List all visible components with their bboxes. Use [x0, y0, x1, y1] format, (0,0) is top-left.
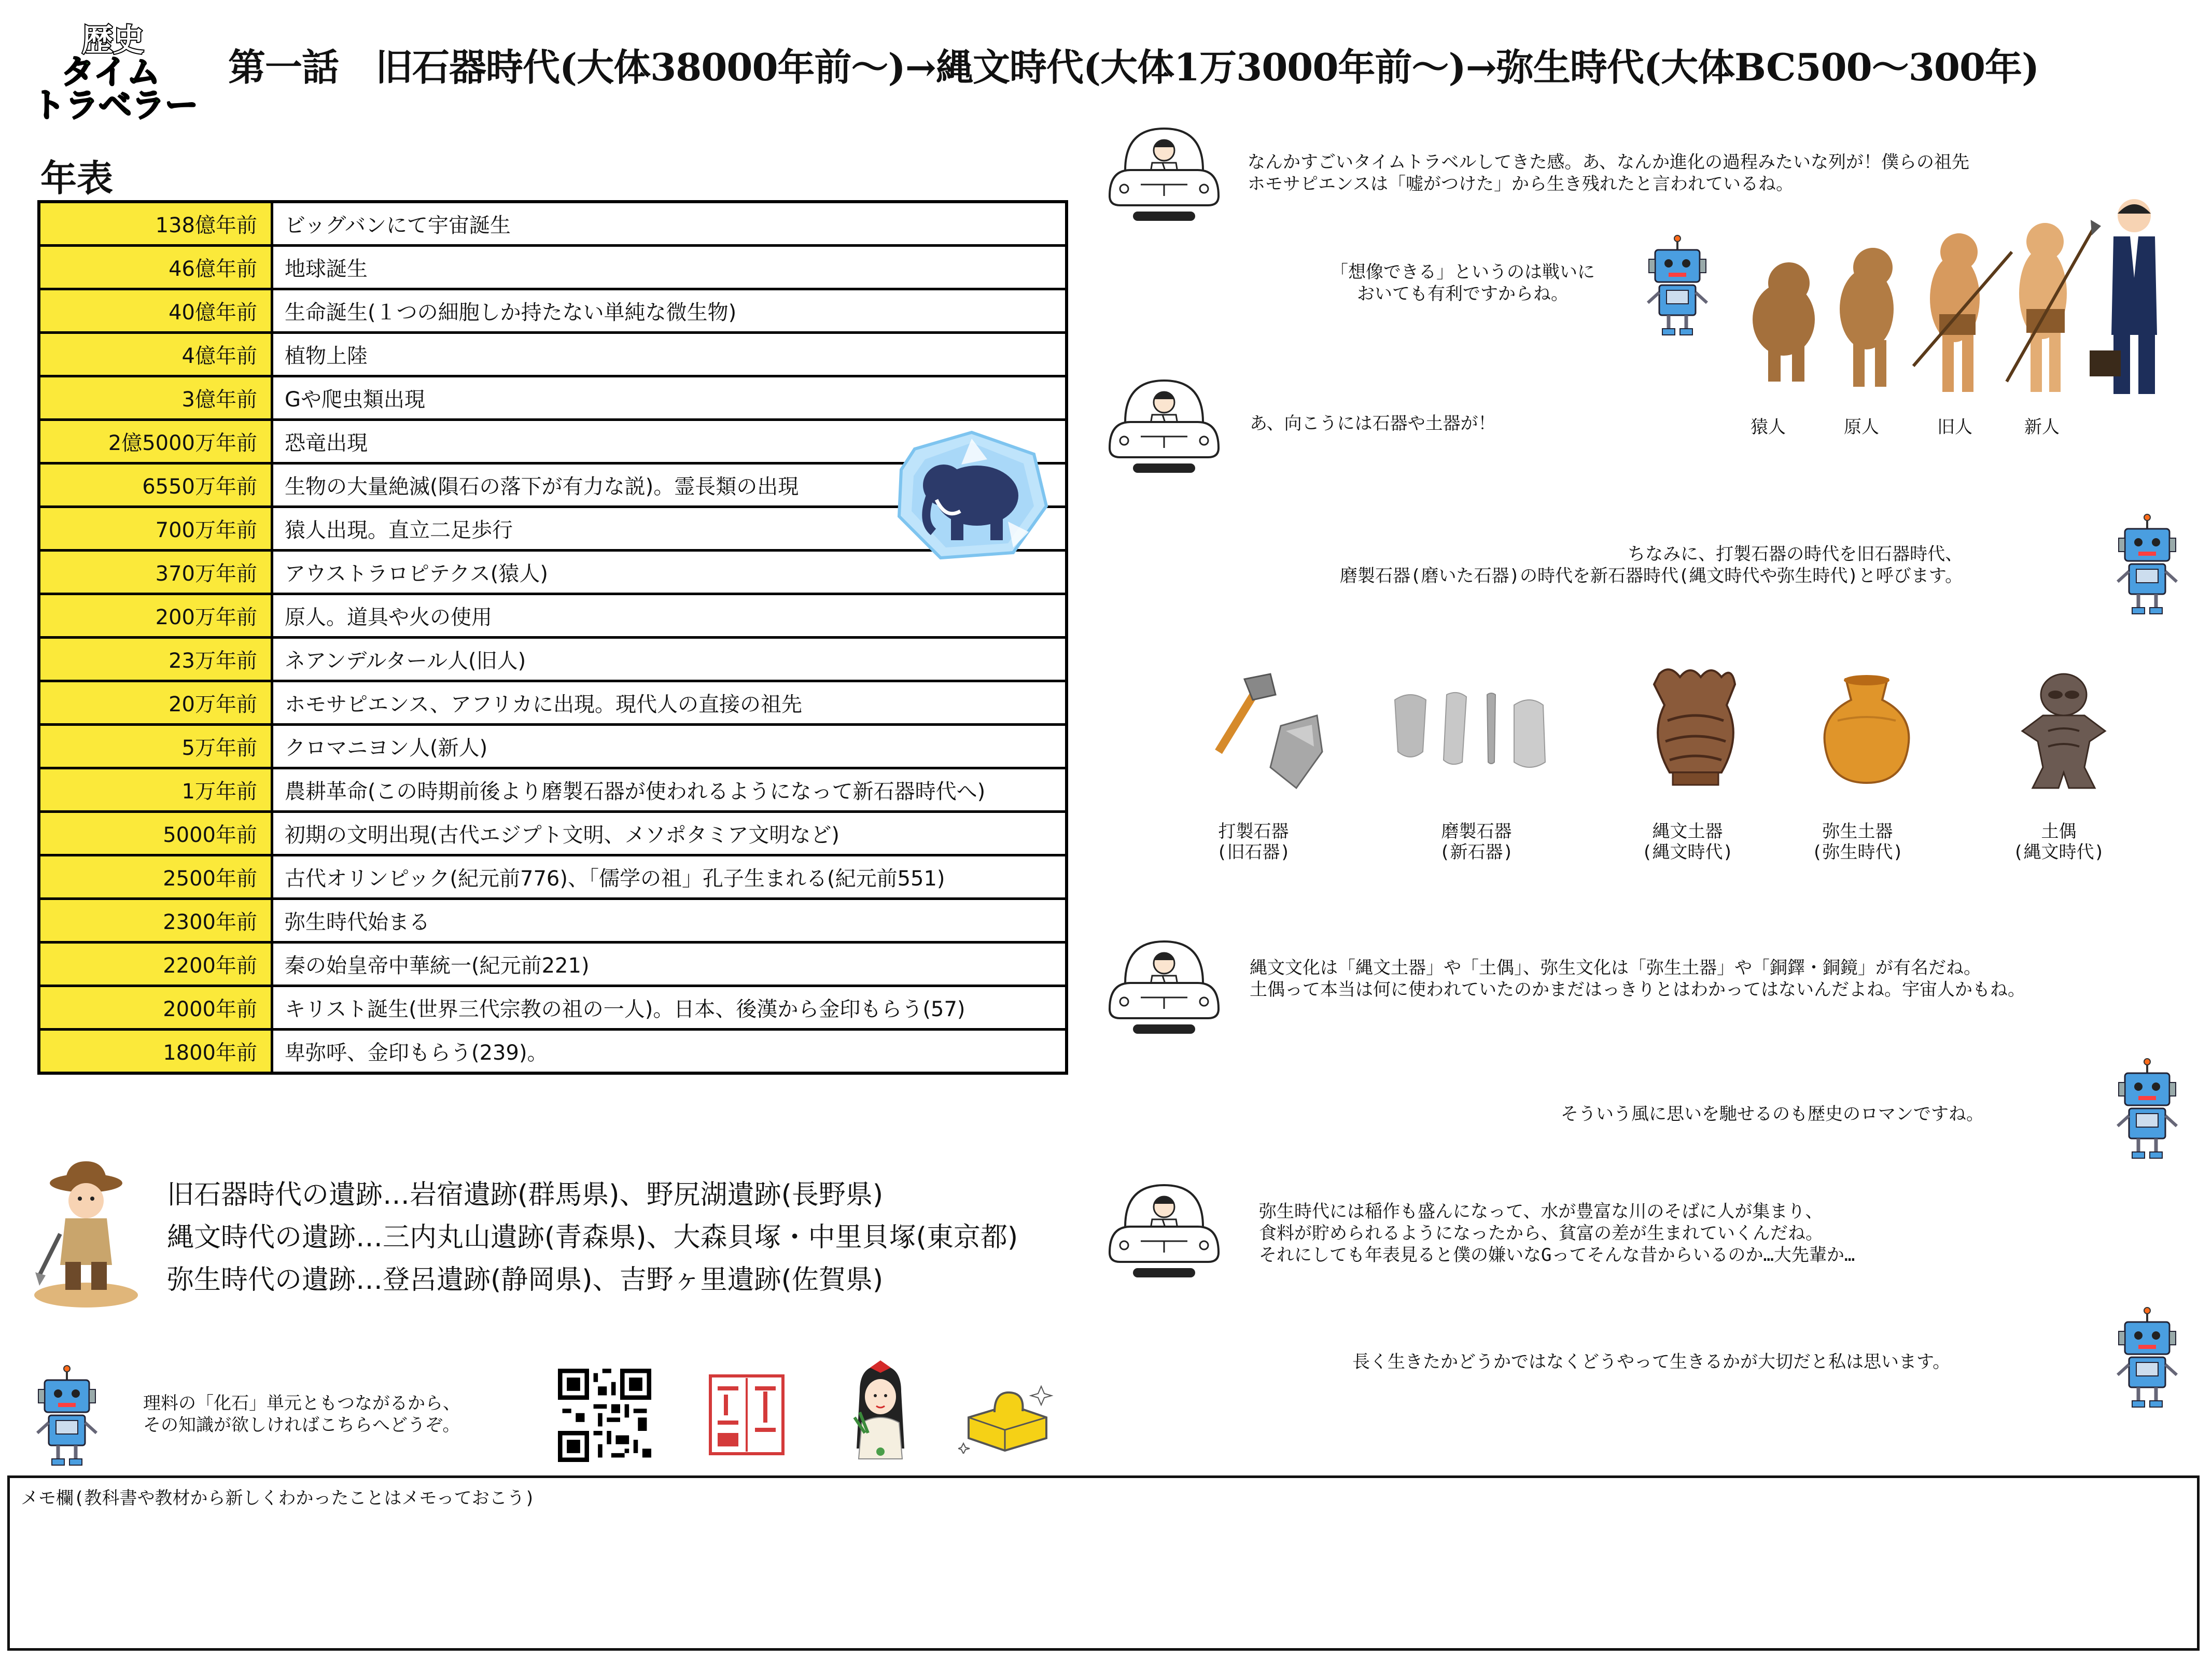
timeline-era: 6550万年前 — [39, 463, 272, 507]
timeline-event: 農耕革命(この時期前後より磨製石器が使われるようになって新石器時代へ) — [272, 768, 1067, 812]
timeline-row — [39, 594, 1067, 638]
archaeologist-icon — [29, 1156, 148, 1312]
timeline-era: 2300年前 — [39, 899, 272, 943]
timeline-event: 古代オリンピック(紀元前776)、「儒学の祖」孔子生まれる(紀元前551) — [272, 855, 1067, 899]
dialog-boy-1: なんかすごいタイムトラベルしてきた感。あ、なんか進化の過程みたいな列が！僕らの祖先 ホモサピエンスは「嘘がつけた」から生き残れたと言われているね。 — [1248, 152, 1969, 194]
timeline-event: 生命誕生(１つの細胞しか持たない単純な微生物) — [272, 289, 1067, 333]
logo — [32, 16, 208, 125]
boy-in-car-icon — [1104, 370, 1224, 474]
timeline-row — [39, 681, 1067, 725]
timeline-era: 46億年前 — [39, 246, 272, 289]
robot-icon — [2113, 1058, 2181, 1161]
human-evolution-illustration — [1742, 195, 2167, 413]
jomon-sites: 縄文時代の遺跡…三内丸山遺跡(青森県)、大森貝塚・中里貝塚(東京都) — [167, 1222, 1018, 1253]
timeline-event: 原人。道具や火の使用 — [272, 594, 1067, 638]
evolution-label-homo-erectus: 原人 — [1844, 417, 1879, 438]
frozen-mammoth-icon — [894, 428, 1049, 563]
boy-in-car-icon — [1104, 931, 1224, 1035]
yayoi-pottery-icon — [1815, 669, 1919, 793]
seal-stamp-icon — [705, 1371, 788, 1459]
timeline-row — [39, 638, 1067, 681]
chipped-stone-tool-icon — [1203, 664, 1327, 793]
timeline-era: 40億年前 — [39, 289, 272, 333]
timeline-row — [39, 376, 1067, 420]
timeline-row — [39, 855, 1067, 899]
timeline-row — [39, 986, 1067, 1030]
dialog-robot-3: そういう風に思いを馳せるのも歴史のロマンですね。 — [1561, 1104, 1984, 1124]
logo-line-1: 歴史 — [82, 22, 144, 59]
logo-line-2: タイム — [61, 53, 160, 92]
page-title: 第一話 旧石器時代(大体38000年前～)→縄文時代(大体1万3000年前～)→弥生時代(大体BC500～300年) — [228, 45, 2039, 89]
timeline-event: 秦の始皇帝中華統一(紀元前221) — [272, 943, 1067, 986]
timeline-row — [39, 202, 1067, 246]
polished-stone-tool-icon — [1390, 684, 1556, 778]
timeline-era: 2億5000万年前 — [39, 420, 272, 463]
timeline-era: 1万年前 — [39, 768, 272, 812]
timeline-event: 植物上陸 — [272, 333, 1067, 376]
timeline-event: アウストラロピテクス(猿人) — [272, 551, 1067, 594]
evolution-label-ape-man: 猿人 — [1751, 417, 1786, 438]
jomon-pottery-icon — [1639, 664, 1753, 793]
himiko-icon — [844, 1360, 917, 1464]
logo-line-3: トラベラー — [32, 87, 198, 125]
gold-seal-icon — [958, 1376, 1057, 1454]
timeline-event: ネアンデルタール人(旧人) — [272, 638, 1067, 681]
timeline-row — [39, 289, 1067, 333]
timeline-event: 生物の大量絶滅(隕石の落下が有力な説)。霊長類の出現 — [272, 463, 1067, 507]
timeline-title: 年表 — [40, 157, 113, 200]
artifact-caption-dogu: 土偶 (縄文時代) — [2013, 821, 2105, 863]
timeline-era: 4億年前 — [39, 333, 272, 376]
robot-icon — [1644, 234, 1711, 338]
timeline-event: 地球誕生 — [272, 246, 1067, 289]
dialog-robot-2: ちなみに、打製石器の時代を旧石器時代、 磨製石器(磨いた石器)の時代を新石器時代(縄文時代や弥生時代)と呼びます。 — [1340, 544, 1963, 586]
timeline-era: 700万年前 — [39, 507, 272, 551]
dialog-boy-2: あ、向こうには石器や土器が！ — [1250, 413, 1496, 434]
timeline-event: 初期の文明出現(古代エジプト文明、メソポタミア文明など) — [272, 812, 1067, 855]
qr-code[interactable] — [558, 1369, 651, 1462]
artifact-caption-jomon-pottery: 縄文土器 (縄文時代) — [1642, 821, 1733, 863]
timeline-event: ホモサピエンス、アフリカに出現。現代人の直接の祖先 — [272, 681, 1067, 725]
timeline-event: キリスト誕生(世界三代宗教の祖の一人)。日本、後漢から金印もらう(57) — [272, 986, 1067, 1030]
dogu-figurine-icon — [2012, 664, 2116, 793]
timeline-row — [39, 768, 1067, 812]
artifact-caption-chipped-stone: 打製石器 (旧石器) — [1216, 821, 1291, 863]
timeline-era: 5000年前 — [39, 812, 272, 855]
timeline-era: 20万年前 — [39, 681, 272, 725]
timeline-era: 370万年前 — [39, 551, 272, 594]
evolution-label-archaic-human: 旧人 — [1937, 417, 1972, 438]
timeline-event: 弥生時代始まる — [272, 899, 1067, 943]
dialog-boy-3: 縄文文化は「縄文土器」や「土偶」、弥生文化は「弥生土器」や「銅鐸・銅鏡」が有名だね。 土偶って本当は何に使われていたのかまだはっきりとはわかってはないんだよね。宇宙人かもね。 — [1250, 958, 2025, 1000]
paleolithic-sites: 旧石器時代の遺跡…岩宿遺跡(群馬県)、野尻湖遺跡(長野県) — [167, 1179, 884, 1211]
timeline-event: クロマニヨン人(新人) — [272, 725, 1067, 768]
timeline-era: 2500年前 — [39, 855, 272, 899]
timeline-row — [39, 899, 1067, 943]
timeline-event: 卑弥呼、金印もらう(239)。 — [272, 1030, 1067, 1074]
dialog-boy-4: 弥生時代には稲作も盛んになって、水が豊富な川のそばに人が集まり、 食料が貯められるようになったから、貧富の差が生まれていくんだね。 それにしても年表見ると僕の嫌いなGってそんな昔からいるのか…大先輩か… — [1259, 1201, 1855, 1266]
robot-icon — [2113, 513, 2181, 617]
timeline-era: 5万年前 — [39, 725, 272, 768]
artifact-caption-polished-stone: 磨製石器 (新石器) — [1439, 821, 1514, 863]
evolution-label-modern-human: 新人 — [2024, 417, 2060, 438]
timeline-row — [39, 725, 1067, 768]
timeline-era: 2000年前 — [39, 986, 272, 1030]
timeline-era: 200万年前 — [39, 594, 272, 638]
timeline-row — [39, 1030, 1067, 1074]
boy-in-car-icon — [1104, 118, 1224, 222]
memo-label: メモ欄(教科書や教材から新しくわかったことはメモっておこう) — [21, 1488, 536, 1509]
timeline-event: 恐竜出現 — [272, 420, 1067, 463]
dialog-robot-4: 長く生きたかどうかではなくどうやって生きるかが大切だと私は思います。 — [1352, 1352, 1951, 1372]
boy-in-car-icon — [1104, 1175, 1224, 1278]
timeline-row — [39, 246, 1067, 289]
artifact-caption-yayoi-pottery: 弥生土器 (弥生時代) — [1812, 821, 1903, 863]
robot-icon — [2113, 1306, 2181, 1410]
timeline-era: 23万年前 — [39, 638, 272, 681]
timeline-event: Gや爬虫類出現 — [272, 376, 1067, 420]
timeline-era: 3億年前 — [39, 376, 272, 420]
dialog-robot-1: 「想像できる」というのは戦いに おいても有利ですからね。 — [1331, 262, 1595, 304]
timeline-table — [37, 200, 1068, 1075]
timeline-row — [39, 812, 1067, 855]
timeline-event: ビッグバンにて宇宙誕生 — [272, 202, 1067, 246]
timeline-era: 2200年前 — [39, 943, 272, 986]
timeline-event: 猿人出現。直立二足歩行 — [272, 507, 1067, 551]
yayoi-sites: 弥生時代の遺跡…登呂遺跡(静岡県)、吉野ヶ里遺跡(佐賀県) — [167, 1264, 884, 1296]
timeline-row — [39, 943, 1067, 986]
robot-icon — [33, 1365, 101, 1468]
timeline-era: 138億年前 — [39, 202, 272, 246]
timeline-era: 1800年前 — [39, 1030, 272, 1074]
footer-note: 理料の「化石」単元ともつながるから、 その知識が欲しければこちらへどうぞ。 — [143, 1393, 460, 1436]
timeline-row — [39, 333, 1067, 376]
